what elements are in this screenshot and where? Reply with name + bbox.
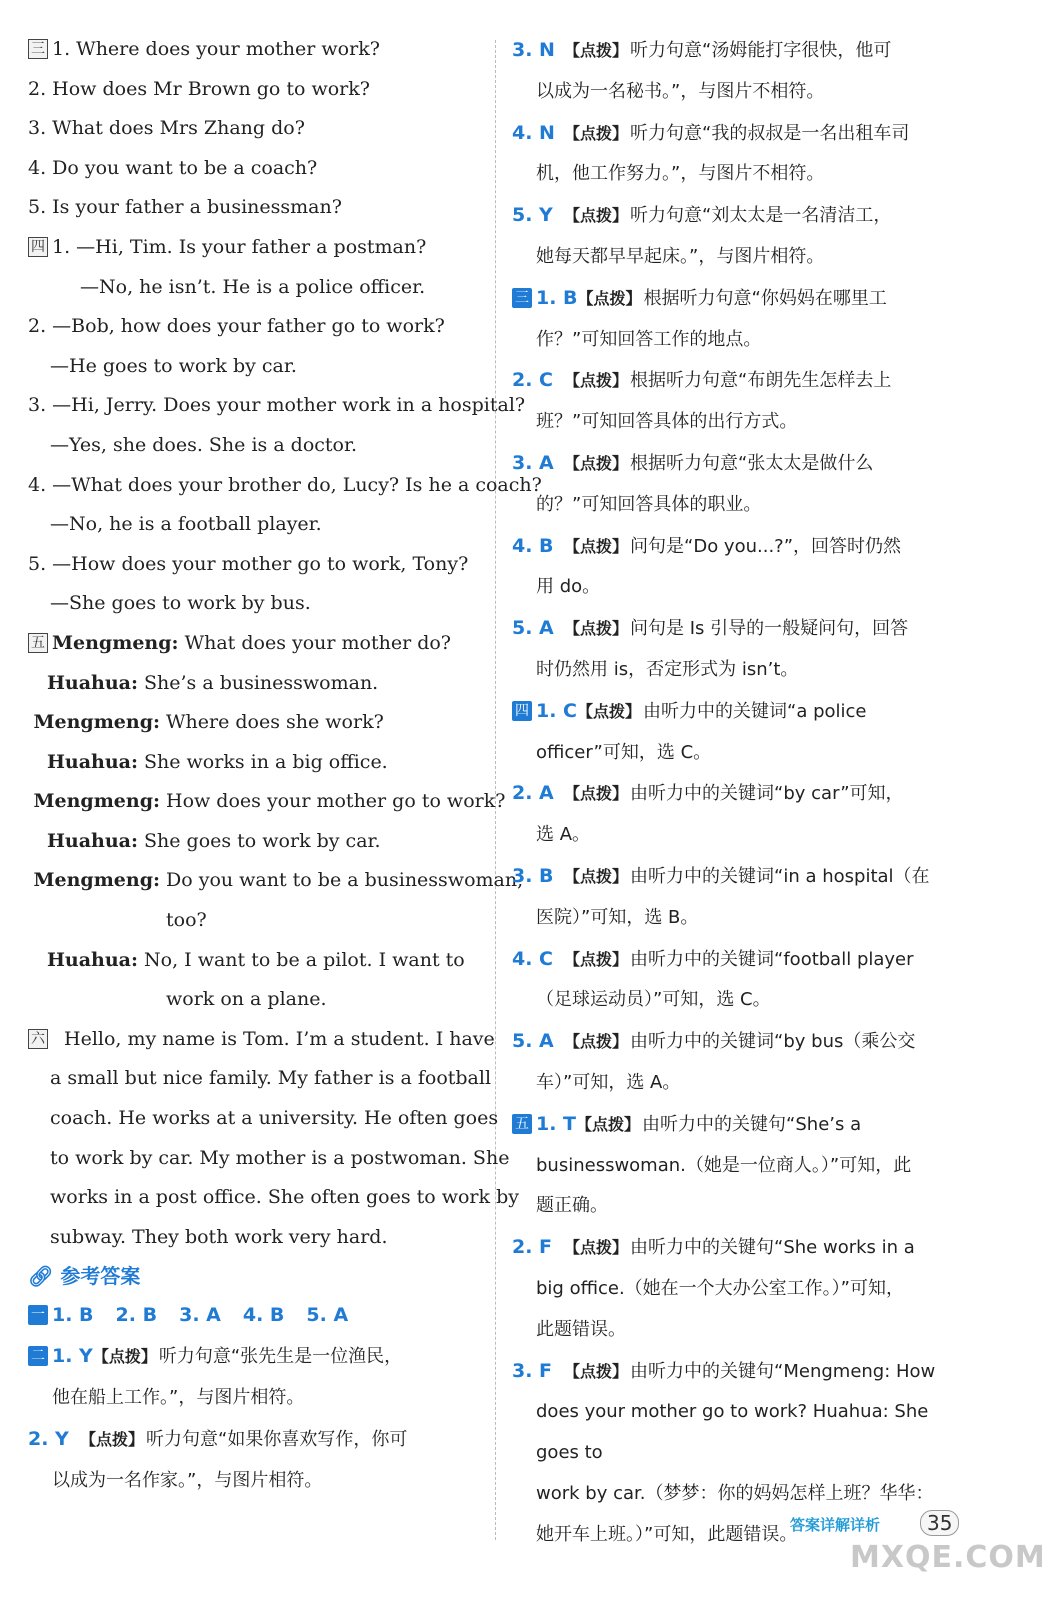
section-badge: 二 [28, 1346, 48, 1366]
sec4-line: —She goes to work by bus. [50, 592, 311, 615]
sec4-line: 4. —What does your brother do, Lucy? Is he a coach? [28, 473, 542, 496]
answer-item: 5. Y 【点拨】 听力句意“刘太太是一名清洁工， [512, 204, 892, 227]
answer-continuation: 她每天都早早起床。”，与图片相符。 [536, 245, 825, 267]
dialogue-line: Mengmeng: How does your mother go to work? [28, 782, 480, 822]
answer-item: 2. A 【点拨】 由听力中的关键词“by car”可知， [512, 782, 904, 805]
dialogue-line: Huahua: She works in a big office. [28, 743, 480, 783]
sec3-line: 三 1. Where does your mother work? [28, 30, 480, 70]
answer-continuation: 用 do。 [536, 576, 601, 598]
answer-continuation: businesswoman.（她是一位商人。）”可知，此 [536, 1154, 912, 1176]
answer-continuation: 以成为一名秘书。”，与图片不相符。 [536, 80, 825, 102]
sec3-line: 3. What does Mrs Zhang do? [28, 117, 305, 140]
dialogue-line: Huahua: She goes to work by car. [28, 822, 480, 862]
dialogue-line: Huahua: No, I want to be a pilot. I want to [28, 941, 480, 981]
dialogue-line: 五 Mengmeng: What does your mother do? [28, 624, 480, 664]
watermark: MXQE.COM [850, 1540, 1046, 1575]
answer-continuation: 题正确。 [536, 1195, 608, 1217]
sec4-line: —He goes to work by car. [50, 354, 297, 377]
dialogue-line: Mengmeng: Where does she work? [28, 703, 480, 743]
answer-item: 3. B 【点拨】 由听力中的关键词“in a hospital（在 [512, 864, 930, 887]
answer-continuation: 作？”可知回答工作的地点。 [536, 328, 762, 350]
passage-line: works in a post office. She often goes to work by [50, 1186, 519, 1209]
answer-continuation: 班？”可知回答具体的出行方式。 [536, 411, 798, 433]
answer-item: 三 1. B【点拨】 根据听力句意“你妈妈在哪里工 [512, 278, 964, 320]
sec4-line: 四 1. —Hi, Tim. Is your father a postman? [28, 228, 480, 268]
answer-item: 四 1. C【点拨】 由听力中的关键词“a police [512, 691, 964, 733]
answer-item: 4. N 【点拨】 听力句意“我的叔叔是一名出租车司 [512, 121, 910, 144]
page-number: 35 [920, 1510, 959, 1536]
section-badge: 一 [28, 1305, 48, 1325]
speaker: Mengmeng: [33, 711, 160, 734]
answer-continuation: work by car.（梦梦：你的妈妈怎样上班？华华： [536, 1482, 934, 1504]
sec3-line: 2. How does Mr Brown go to work? [28, 77, 370, 100]
answer-item: 2. F 【点拨】 由听力中的关键句“She works in a [512, 1236, 915, 1259]
answer-item: 五 1. T【点拨】 由听力中的关键句“She’s a [512, 1104, 964, 1146]
answer-continuation: 医院）”可知，选 B。 [536, 906, 699, 928]
answer-item: 5. A 【点拨】 问句是 Is 引导的一般疑问句，回答 [512, 617, 909, 640]
passage-line: 六 Hello, my name is Tom. I’m a student. I have [28, 1020, 480, 1060]
sec4-line: 5. —How does your mother go to work, Tony? [28, 552, 469, 575]
answer-continuation: 此题错误。 [536, 1318, 626, 1340]
answer-item: 3. F 【点拨】 由听力中的关键句“Mengmeng: How [512, 1359, 936, 1382]
answer-continuation: 车）”可知，选 A。 [536, 1071, 681, 1093]
sec4-line: —Yes, she does. She is a doctor. [50, 433, 358, 456]
section-badge: 三 [512, 288, 532, 308]
section-badge: 五 [512, 1114, 532, 1134]
sec4-line: —No, he isn’t. He is a police officer. [80, 275, 426, 298]
left-column [28, 30, 542, 1501]
speaker: Mengmeng: [52, 631, 179, 654]
answer-continuation: 以成为一名作家。”，与图片相符。 [52, 1469, 323, 1491]
passage-line: subway. They both work very hard. [50, 1225, 388, 1248]
section-badge: 六 [28, 1029, 48, 1049]
sec4-line: 3. —Hi, Jerry. Does your mother work in a hospital? [28, 394, 526, 417]
answer-item: 4. B 【点拨】 问句是“Do you...?”，回答时仍然 [512, 534, 902, 557]
dialogue-line: Mengmeng: Do you want to be a businesswoman, [28, 861, 480, 901]
section-badge: 四 [512, 701, 532, 721]
link-icon: 🔗︎ [28, 1264, 54, 1289]
answer-item: 5. A 【点拨】 由听力中的关键词“by bus（乘公交 [512, 1030, 916, 1053]
section-badge: 三 [28, 39, 48, 59]
footer-label: 答案详解详析 [790, 1516, 881, 1534]
section-badge: 四 [28, 237, 48, 257]
answer-continuation: 选 A。 [536, 824, 591, 846]
sec1-answers: 一 1. B 2. B 3. A 4. B 5. A [28, 1295, 480, 1336]
passage-line: to work by car. My mother is a postwoman. She [50, 1146, 510, 1169]
answer-continuation: 的？”可知回答具体的职业。 [536, 493, 762, 515]
speaker: Mengmeng: [33, 869, 160, 892]
speaker: Huahua: [46, 948, 138, 971]
answer-item: 二 1. Y【点拨】 听力句意“张先生是一位渔民， [28, 1336, 480, 1378]
right-column [512, 30, 964, 1555]
dialogue-continuation: too? [166, 909, 207, 932]
answer-continuation: officer”可知，选 C。 [536, 741, 712, 763]
answer-item: 3. N 【点拨】 听力句意“汤姆能打字很快，他可 [512, 39, 892, 61]
speaker: Huahua: [46, 671, 138, 694]
answers-heading: 🔗︎ 参考答案 [28, 1264, 141, 1289]
answer-item: 2. C 【点拨】 根据听力句意“布朗先生怎样去上 [512, 369, 892, 392]
answer-item: 2. Y 【点拨】 听力句意“如果你喜欢写作，你可 [28, 1427, 408, 1450]
answer-item: 3. A 【点拨】 根据听力句意“张太太是做什么 [512, 451, 874, 474]
passage-line: coach. He works at a university. He often goes [50, 1107, 499, 1130]
sec4-line: —No, he is a football player. [50, 513, 322, 536]
passage-line: a small but nice family. My father is a football [50, 1067, 492, 1090]
answer-continuation: 他在船上工作。”，与图片相符。 [52, 1387, 305, 1408]
speaker: Mengmeng: [33, 790, 160, 813]
section-badge: 五 [28, 633, 48, 653]
answer-continuation: 时仍然用 is，否定形式为 isn’t。 [536, 658, 799, 680]
sec3-line: 4. Do you want to be a coach? [28, 156, 318, 179]
answer-item: 4. C 【点拨】 由听力中的关键词“football player [512, 947, 914, 970]
answer-continuation: 机，他工作努力。”，与图片不相符。 [536, 163, 825, 185]
dialogue-line: Huahua: She’s a businesswoman. [28, 664, 480, 704]
answer-continuation: does your mother go to work? Huahua: She goes to [536, 1401, 929, 1464]
answer-continuation: 她开车上班。）”可知，此题错误。 [536, 1523, 798, 1545]
dialogue-continuation: work on a plane. [166, 988, 327, 1011]
sec3-line: 5. Is your father a businessman? [28, 196, 342, 219]
speaker: Huahua: [46, 750, 138, 773]
answer-continuation: （足球运动员）”可知，选 C。 [536, 989, 771, 1011]
answer-continuation: big office.（她在一个大办公室工作。）”可知， [536, 1277, 905, 1299]
speaker: Huahua: [46, 829, 138, 852]
sec4-line: 2. —Bob, how does your father go to work? [28, 315, 445, 338]
